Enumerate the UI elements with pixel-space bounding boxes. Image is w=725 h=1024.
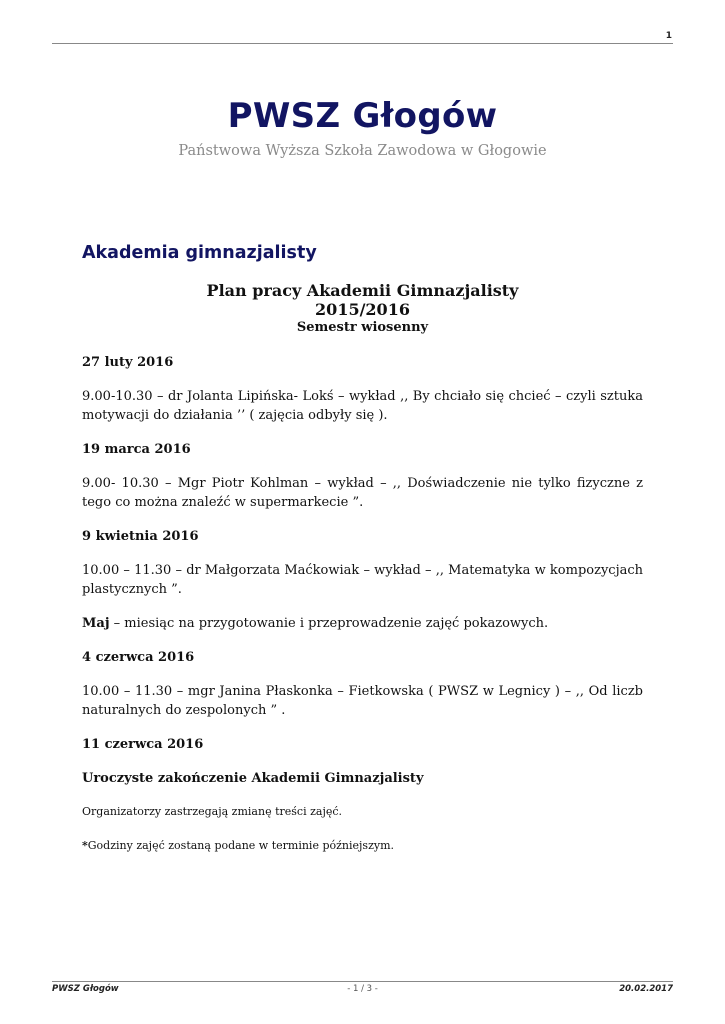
plan-year: 2015/2016 — [315, 300, 410, 319]
header-divider — [52, 43, 673, 44]
entry-date: 4 czerwca 2016 — [82, 650, 195, 665]
note-asterisk: * — [82, 839, 88, 852]
entry-text: 9.00-10.30 – dr Jolanta Lipińska- Lokś – wykład ,, By chciało się chcieć – czyli sztuka motywacji do działania ’’ ( zajęcia odbyły się ). — [82, 389, 643, 423]
footer-site-name: PWSZ Głogów — [52, 984, 119, 994]
semester-label: Semestr wiosenny — [296, 320, 429, 335]
entry-text: 9.00- 10.30 – Mgr Piotr Kohlman – wykład – ,, Doświadczenie nie tylko fizyczne z tego co można znaleźć w supermarkecie ”. — [82, 476, 643, 510]
organizer-note: Organizatorzy zastrzegają zmianę treści zajęć. — [82, 805, 343, 818]
site-title: PWSZ Głogów — [227, 96, 498, 136]
closing-ceremony: Uroczyste zakończenie Akademii Gimnazjalisty — [82, 771, 424, 786]
post-content — [82, 281, 643, 853]
entry-date: 19 marca 2016 — [82, 442, 191, 457]
plan-title: Plan pracy Akademii Gimnazjalisty — [206, 281, 519, 300]
may-paragraph — [82, 614, 643, 633]
entry-date: 11 czerwca 2016 — [82, 737, 204, 752]
entry-date: 27 luty 2016 — [82, 355, 174, 370]
footer-date: 20.02.2017 — [619, 984, 673, 994]
page-number: 1 — [665, 31, 672, 41]
post-title: Akademia gimnazjalisty — [82, 243, 317, 263]
may-label: Maj — [82, 616, 110, 631]
entry-date: 9 kwietnia 2016 — [82, 529, 199, 544]
footer-page-count: - 1 / 3 - — [347, 984, 378, 994]
footer-divider — [52, 981, 673, 982]
site-subtitle: Państwowa Wyższa Szkoła Zawodowa w Głogowie — [178, 143, 547, 159]
hours-note — [82, 838, 643, 853]
entry-text: 10.00 – 11.30 – dr Małgorzata Maćkowiak – wykład – ,, Matematyka w kompozycjach plastycznych ”. — [82, 563, 643, 597]
may-text: – miesiąc na przygotowanie i przeprowadzenie zajęć pokazowych. — [109, 616, 549, 631]
entry-text: 10.00 – 11.30 – mgr Janina Płaskonka – Fietkowska ( PWSZ w Legnicy ) – ,, Od liczb naturalnych do zespolonych ” . — [82, 684, 643, 718]
hours-note-text: Godziny zajęć zostaną podane w terminie późniejszym. — [87, 839, 395, 852]
